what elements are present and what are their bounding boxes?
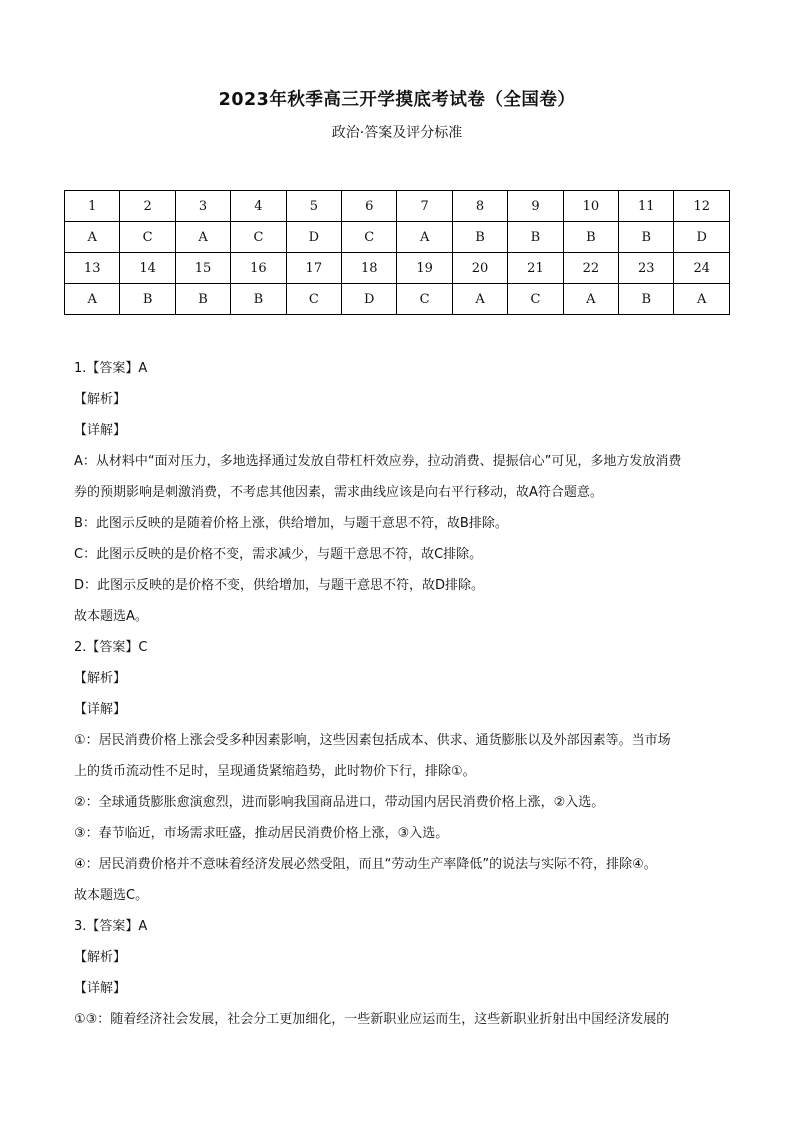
answer-key-cell: C <box>508 284 563 315</box>
detail-line: A：从材料中“面对压力，多地选择通过发放自带杠杆效应券，拉动消费、提振信心”可见，多地方发放消费 <box>74 454 682 469</box>
analysis-label: 【解析】 <box>74 950 127 965</box>
question-number-cell: 23 <box>619 253 674 284</box>
question-number-cell: 21 <box>508 253 563 284</box>
detail-label: 【详解】 <box>74 981 127 996</box>
conclusion-line: 故本题选A。 <box>74 609 148 624</box>
detail-line: ②：全球通货膨胀愈演愈烈，进而影响我国商品进口，带动国内居民消费价格上涨，②入选。 <box>74 795 605 810</box>
answer-key-cell: B <box>175 284 230 315</box>
question-number-cell: 8 <box>452 191 507 222</box>
answer-key-cell: B <box>452 222 507 253</box>
page-subtitle: 政治·答案及评分标准 <box>331 125 463 141</box>
question-number-cell: 10 <box>563 191 618 222</box>
detail-line: ③：春节临近，市场需求旺盛，推动居民消费价格上涨，③入选。 <box>74 826 449 841</box>
answer-key-cell: B <box>563 222 618 253</box>
question-number-cell: 24 <box>674 253 730 284</box>
answer-key-cell: C <box>286 284 341 315</box>
question-number-cell: 6 <box>342 191 397 222</box>
detail-line: ①③：随着经济社会发展，社会分工更加细化，一些新职业应运而生，这些新职业折射出中国经济发展的 <box>74 1012 670 1027</box>
question-number-cell: 7 <box>397 191 452 222</box>
question-number-cell: 17 <box>286 253 341 284</box>
question-number-cell: 19 <box>397 253 452 284</box>
question-number-cell: 14 <box>120 253 175 284</box>
question-number-cell: 9 <box>508 191 563 222</box>
question-number-cell: 13 <box>65 253 120 284</box>
question-number-cell: 4 <box>231 191 286 222</box>
question-block <box>74 911 734 1035</box>
page-title: 2023年秋季高三开学摸底考试卷（全国卷） <box>218 90 576 110</box>
detail-label: 【详解】 <box>74 423 127 438</box>
question-number-cell: 18 <box>342 253 397 284</box>
answer-table <box>64 190 730 315</box>
conclusion-line: 故本题选C。 <box>74 888 149 903</box>
question-number-cell: 12 <box>674 191 730 222</box>
question-number-cell: 11 <box>619 191 674 222</box>
question-number-cell: 22 <box>563 253 618 284</box>
answer-key-cell: A <box>397 222 452 253</box>
question-number-row <box>65 253 730 284</box>
answer-key-cell: B <box>120 284 175 315</box>
answer-key-cell: A <box>674 284 730 315</box>
question-number-cell: 15 <box>175 253 230 284</box>
question-block <box>74 353 734 632</box>
answer-key-cell: A <box>65 284 120 315</box>
answer-key-cell: D <box>286 222 341 253</box>
answer-key-cell: D <box>674 222 730 253</box>
answer-line: 1.【答案】A <box>74 361 148 376</box>
answer-key-row <box>65 222 730 253</box>
question-number-cell: 2 <box>120 191 175 222</box>
question-number-cell: 20 <box>452 253 507 284</box>
detail-line: 券的预期影响是刺激消费，不考虑其他因素，需求曲线应该是向右平行移动，故A符合题意。 <box>74 485 603 500</box>
answer-key-cell: A <box>452 284 507 315</box>
question-number-cell: 5 <box>286 191 341 222</box>
answer-key-cell: A <box>563 284 618 315</box>
detail-label: 【详解】 <box>74 702 127 717</box>
answer-key-cell: D <box>342 284 397 315</box>
answer-key-cell: A <box>175 222 230 253</box>
analysis-label: 【解析】 <box>74 671 127 686</box>
answer-key-cell: A <box>65 222 120 253</box>
answer-key-cell: C <box>231 222 286 253</box>
answer-explanations <box>74 353 734 1035</box>
answer-line: 3.【答案】A <box>74 919 148 934</box>
answer-key-cell: C <box>397 284 452 315</box>
detail-line: ④：居民消费价格并不意味着经济发展必然受阻，而且“劳动生产率降低”的说法与实际不符，排除④。 <box>74 857 657 872</box>
question-number-cell: 3 <box>175 191 230 222</box>
answer-key-cell: C <box>120 222 175 253</box>
answer-key-cell: C <box>342 222 397 253</box>
detail-line: 上的货币流动性不足时，呈现通货紧缩趋势，此时物价下行，排除①。 <box>74 764 476 779</box>
question-number-row <box>65 191 730 222</box>
answer-key-cell: B <box>619 284 674 315</box>
answer-key-row <box>65 284 730 315</box>
question-number-cell: 1 <box>65 191 120 222</box>
detail-line: C：此图示反映的是价格不变，需求减少，与题干意思不符，故C排除。 <box>74 547 483 562</box>
detail-line: ①：居民消费价格上涨会受多种因素影响，这些因素包括成本、供求、通货膨胀以及外部因素等。当市场 <box>74 733 671 748</box>
detail-line: B：此图示反映的是随着价格上涨，供给增加，与题干意思不符，故B排除。 <box>74 516 508 531</box>
question-block <box>74 632 734 911</box>
answer-key-cell: B <box>508 222 563 253</box>
answer-key-cell: B <box>619 222 674 253</box>
analysis-label: 【解析】 <box>74 392 127 407</box>
answer-line: 2.【答案】C <box>74 640 148 655</box>
detail-line: D：此图示反映的是价格不变，供给增加，与题干意思不符，故D排除。 <box>74 578 485 593</box>
answer-key-cell: B <box>231 284 286 315</box>
question-number-cell: 16 <box>231 253 286 284</box>
